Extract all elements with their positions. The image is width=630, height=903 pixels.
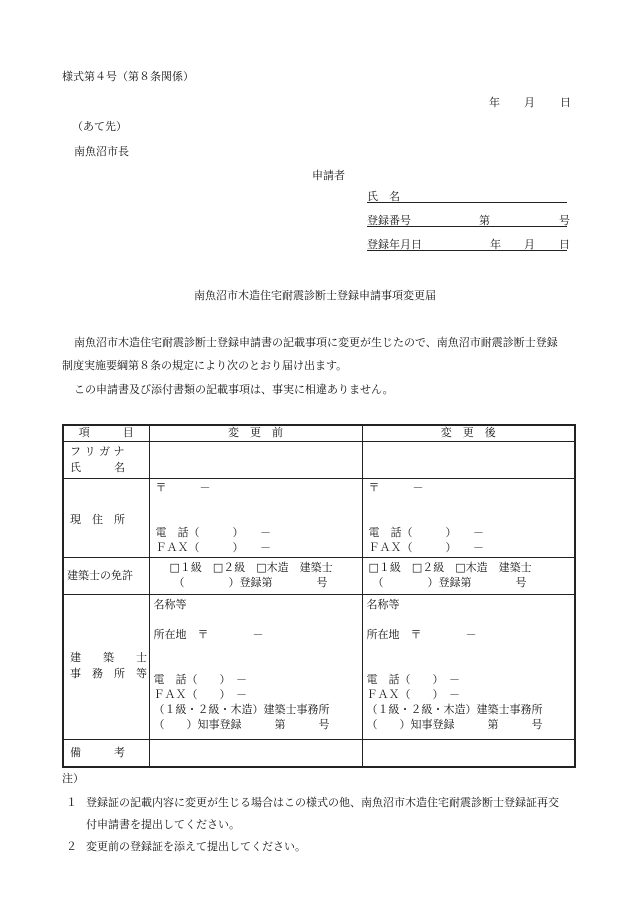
- notes-heading: 注）: [62, 772, 84, 785]
- note-1-line-1: 登録証の記載内容に変更が生じる場合はこの様式の他、南魚沼市木造住宅耐震診断士登録証再交: [86, 796, 559, 809]
- name-before-cell[interactable]: [149, 441, 362, 478]
- row-address-label-cell: [63, 478, 149, 557]
- applicant-name-field: [367, 188, 567, 203]
- registration-number-suffix: 号: [559, 214, 570, 227]
- registration-number-label: 登録番号: [367, 214, 411, 227]
- remarks-before-cell[interactable]: [149, 739, 362, 767]
- license-after-cell[interactable]: [362, 557, 575, 594]
- document-title: 南魚沼市木造住宅耐震診断士登録申請事項変更届: [194, 289, 436, 302]
- office-before-class: （１級・２級・木造）建築士事務所: [153, 702, 330, 716]
- registration-number-field: [367, 212, 570, 227]
- body-paragraph-1-line-1: 南魚沼市木造住宅耐震診断士登録申請書の記載事項に変更が生じたので、南魚沼市耐震診断士登録: [74, 336, 558, 349]
- registration-date-month: 月: [524, 238, 535, 251]
- row-address: [63, 478, 575, 557]
- applicant-name-label: 氏 名: [367, 190, 400, 203]
- date-day: 日: [560, 96, 571, 109]
- header-after: 変 更 後: [362, 425, 575, 441]
- addressee-label: （あて先）: [72, 120, 127, 133]
- note-1-line-2: 付申請書を提出してください。: [86, 818, 240, 831]
- license-label: 建築士の免許: [67, 568, 133, 582]
- change-form-table: [62, 424, 576, 768]
- header-item: 項 目: [63, 425, 149, 441]
- registration-date-field: [367, 236, 570, 251]
- office-after-tel: 電 話（ ） －: [366, 672, 460, 686]
- registration-date-label: 登録年月日: [367, 238, 422, 251]
- remarks-after-cell[interactable]: [362, 739, 575, 767]
- address-before-cell[interactable]: [149, 478, 362, 557]
- row-remarks-label-cell: [63, 739, 149, 767]
- office-after-registration: （ ）知事登録 第 号: [366, 717, 543, 731]
- note-2-number: ２: [66, 840, 77, 853]
- applicant-label: 申請者: [312, 169, 345, 182]
- row-office: [63, 594, 575, 739]
- office-before-registration: （ ）知事登録 第 号: [153, 717, 330, 731]
- office-after-fax: ＦＡＸ（ ） －: [366, 687, 460, 701]
- row-office-label-cell: [63, 594, 149, 739]
- license-before-grades: □１級 □２級 □木造 建築士: [169, 560, 333, 574]
- form-number: 様式第４号（第８条関係）: [62, 70, 194, 83]
- address-after-cell[interactable]: [362, 478, 575, 557]
- office-before-fax: ＦＡＸ（ ） －: [153, 687, 247, 701]
- license-after-registration: （ ）登録第 号: [372, 575, 527, 589]
- office-before-tel: 電 話（ ） －: [153, 672, 247, 686]
- office-label-line-1: 建 築 士: [70, 650, 147, 664]
- registration-date-day: 日: [559, 238, 570, 251]
- date-year: 年: [489, 96, 500, 109]
- registration-date-year: 年: [490, 238, 501, 251]
- name-after-cell[interactable]: [362, 441, 575, 478]
- body-paragraph-2: この申請書及び添付書類の記載事項は、事実に相違ありません。: [74, 383, 394, 396]
- license-after-grades: □１級 □２級 □木造 建築士: [368, 560, 532, 574]
- row-name: [63, 441, 575, 478]
- address-before-tel: 電 話（ ） －: [155, 525, 271, 539]
- office-before-location: 所在地 〒 －: [153, 627, 264, 641]
- office-after-location: 所在地 〒 －: [366, 627, 477, 641]
- note-1-number: １: [66, 796, 77, 809]
- license-before-registration: （ ）登録第 号: [173, 575, 328, 589]
- row-remarks: [63, 739, 575, 767]
- name-label: 氏 名: [70, 460, 125, 474]
- body-paragraph-1-line-2: 制度実施要綱第８条の規定により次のとおり届け出ます。: [62, 359, 348, 372]
- address-before-postal: 〒 －: [155, 480, 211, 494]
- remarks-label: 備 考: [70, 745, 125, 759]
- row-name-label: [63, 441, 149, 478]
- furigana-label: フ リ ガ ナ: [70, 444, 125, 458]
- date-month: 月: [524, 96, 535, 109]
- license-before-cell[interactable]: [149, 557, 362, 594]
- address-after-tel: 電 話（ ） －: [368, 525, 484, 539]
- address-label: 現 住 所: [70, 512, 125, 526]
- office-after-cell[interactable]: [362, 594, 575, 739]
- addressee: 南魚沼市長: [74, 145, 129, 158]
- office-after-name-label: 名称等: [366, 597, 400, 611]
- office-before-name-label: 名称等: [153, 597, 187, 611]
- header-before: 変 更 前: [149, 425, 362, 441]
- row-license: [63, 557, 575, 594]
- note-2-line-1: 変更前の登録証を添えて提出してください。: [86, 840, 306, 853]
- table-header-row: [63, 425, 575, 441]
- address-after-fax: ＦＡＸ（ ） －: [368, 540, 484, 554]
- row-license-label-cell: [63, 557, 149, 594]
- registration-number-prefix: 第: [479, 214, 490, 227]
- office-label-line-2: 事 務 所 等: [70, 666, 147, 680]
- office-before-cell[interactable]: [149, 594, 362, 739]
- address-after-postal: 〒 －: [368, 480, 424, 494]
- address-before-fax: ＦＡＸ（ ） －: [155, 540, 271, 554]
- office-after-class: （１級・２級・木造）建築士事務所: [366, 702, 543, 716]
